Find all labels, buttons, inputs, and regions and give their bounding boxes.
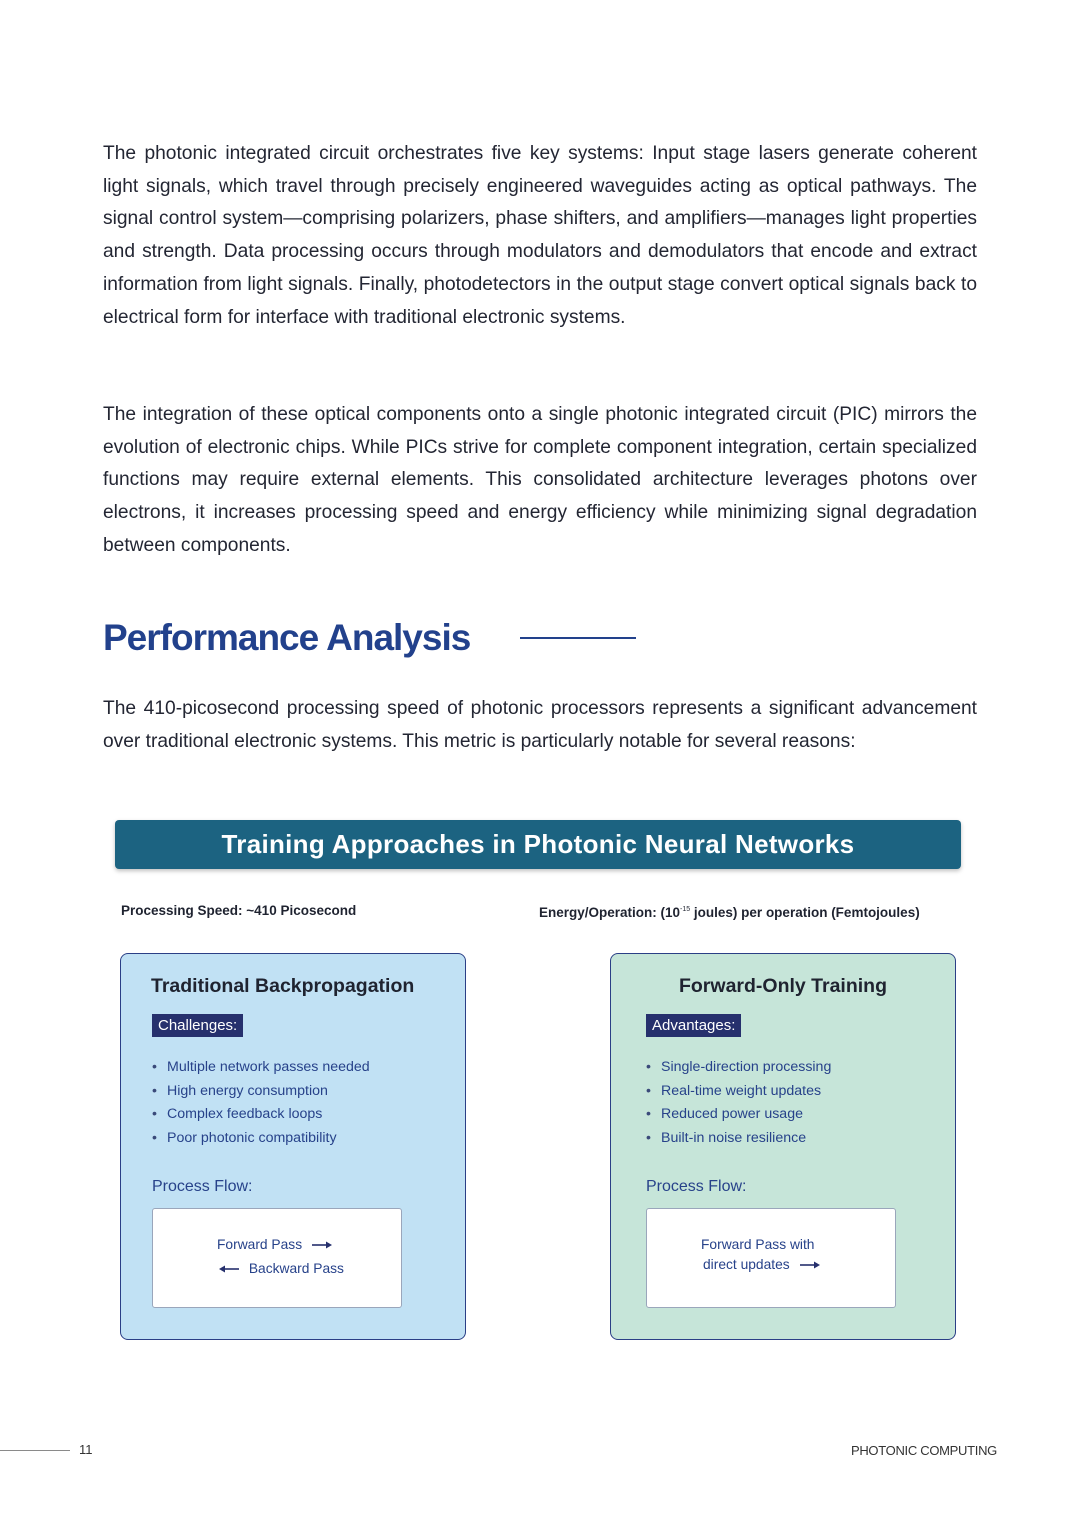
backpropagation-panel bbox=[120, 953, 466, 1340]
list-item: • Single-direction processing bbox=[646, 1059, 832, 1075]
figure-banner bbox=[115, 820, 961, 869]
advantages-list bbox=[646, 1056, 831, 1150]
arrow-right-icon bbox=[800, 1260, 820, 1270]
forward-pass-line: Forward Pass with bbox=[701, 1237, 815, 1252]
list-item: • Multiple network passes needed bbox=[152, 1059, 370, 1075]
backward-pass-line: Backward Pass bbox=[219, 1261, 344, 1276]
energy-metric bbox=[539, 905, 920, 920]
process-flow-label: Process Flow: bbox=[152, 1178, 253, 1195]
list-item: • High energy consumption bbox=[152, 1082, 328, 1099]
process-flow-label: Process Flow: bbox=[646, 1178, 747, 1195]
body-paragraph-integration: The integration of these optical components onto a single photonic integrated circuit (PIC) mirrors the evolution of electronic chips. While PICs strive for complete component integration, certain specialized functions may require external elements. This consolidated architecture leverages photons over electrons, it increases processing speed and energy efficiency while minimizing signal degradation between components. bbox=[103, 404, 977, 556]
processing-speed-metric: Processing Speed: ~410 Picosecond bbox=[121, 903, 357, 918]
body-paragraph-performance: The 410-picosecond processing speed of photonic processors represents a significant advancement over traditional electronic systems. This metric is particularly notable for several reasons: bbox=[103, 698, 977, 752]
energy-metric-exponent: -15 bbox=[680, 906, 691, 913]
list-item: • Real-time weight updates bbox=[646, 1082, 822, 1099]
section-title-rule bbox=[520, 637, 636, 639]
list-item: • Reduced power usage bbox=[646, 1106, 803, 1123]
process-flow-box bbox=[646, 1208, 896, 1308]
advantages-tag: Advantages: bbox=[646, 1014, 741, 1037]
list-item: • Poor photonic compatibility bbox=[152, 1129, 337, 1146]
challenges-list bbox=[152, 1056, 370, 1150]
energy-metric-prefix: Energy/Operation: (10 bbox=[539, 905, 681, 920]
panel-title: Forward-Only Training bbox=[678, 975, 888, 997]
panel-title: Traditional Backpropagation bbox=[151, 975, 415, 997]
direct-updates-line: direct updates bbox=[703, 1257, 820, 1272]
list-item: • Built-in noise resilience bbox=[646, 1129, 807, 1146]
forward-only-panel bbox=[610, 953, 956, 1340]
running-head: PHOTONIC COMPUTING bbox=[850, 1443, 997, 1458]
forward-pass-line: Forward Pass bbox=[217, 1237, 332, 1252]
figure-title: Training Approaches in Photonic Neural Networks bbox=[221, 829, 855, 859]
list-item: • Complex feedback loops bbox=[152, 1106, 323, 1123]
section-title: Performance Analysis bbox=[103, 617, 471, 658]
footer-rule bbox=[0, 1450, 70, 1451]
arrow-right-icon bbox=[312, 1240, 332, 1250]
page-number: 11 bbox=[79, 1442, 93, 1457]
body-paragraph-components: The photonic integrated circuit orchestrates five key systems: Input stage lasers generate coherent light signals, which travel through precisely engineered waveguides acting as optical pathways. The signal control system—comprising polarizers, phase shifters, and amplifiers—manages light properties and strength. Data processing occurs through modulators and demodulators that encode and extract information from light signals. Finally, photodetectors in the output stage convert optical signals back to electrical form for interface with traditional electronic systems. bbox=[103, 143, 977, 328]
challenges-tag: Challenges: bbox=[152, 1014, 243, 1037]
energy-metric-suffix: joules) per operation (Femtojoules) bbox=[690, 905, 920, 920]
process-flow-box bbox=[152, 1208, 402, 1308]
arrow-left-icon bbox=[219, 1264, 239, 1274]
